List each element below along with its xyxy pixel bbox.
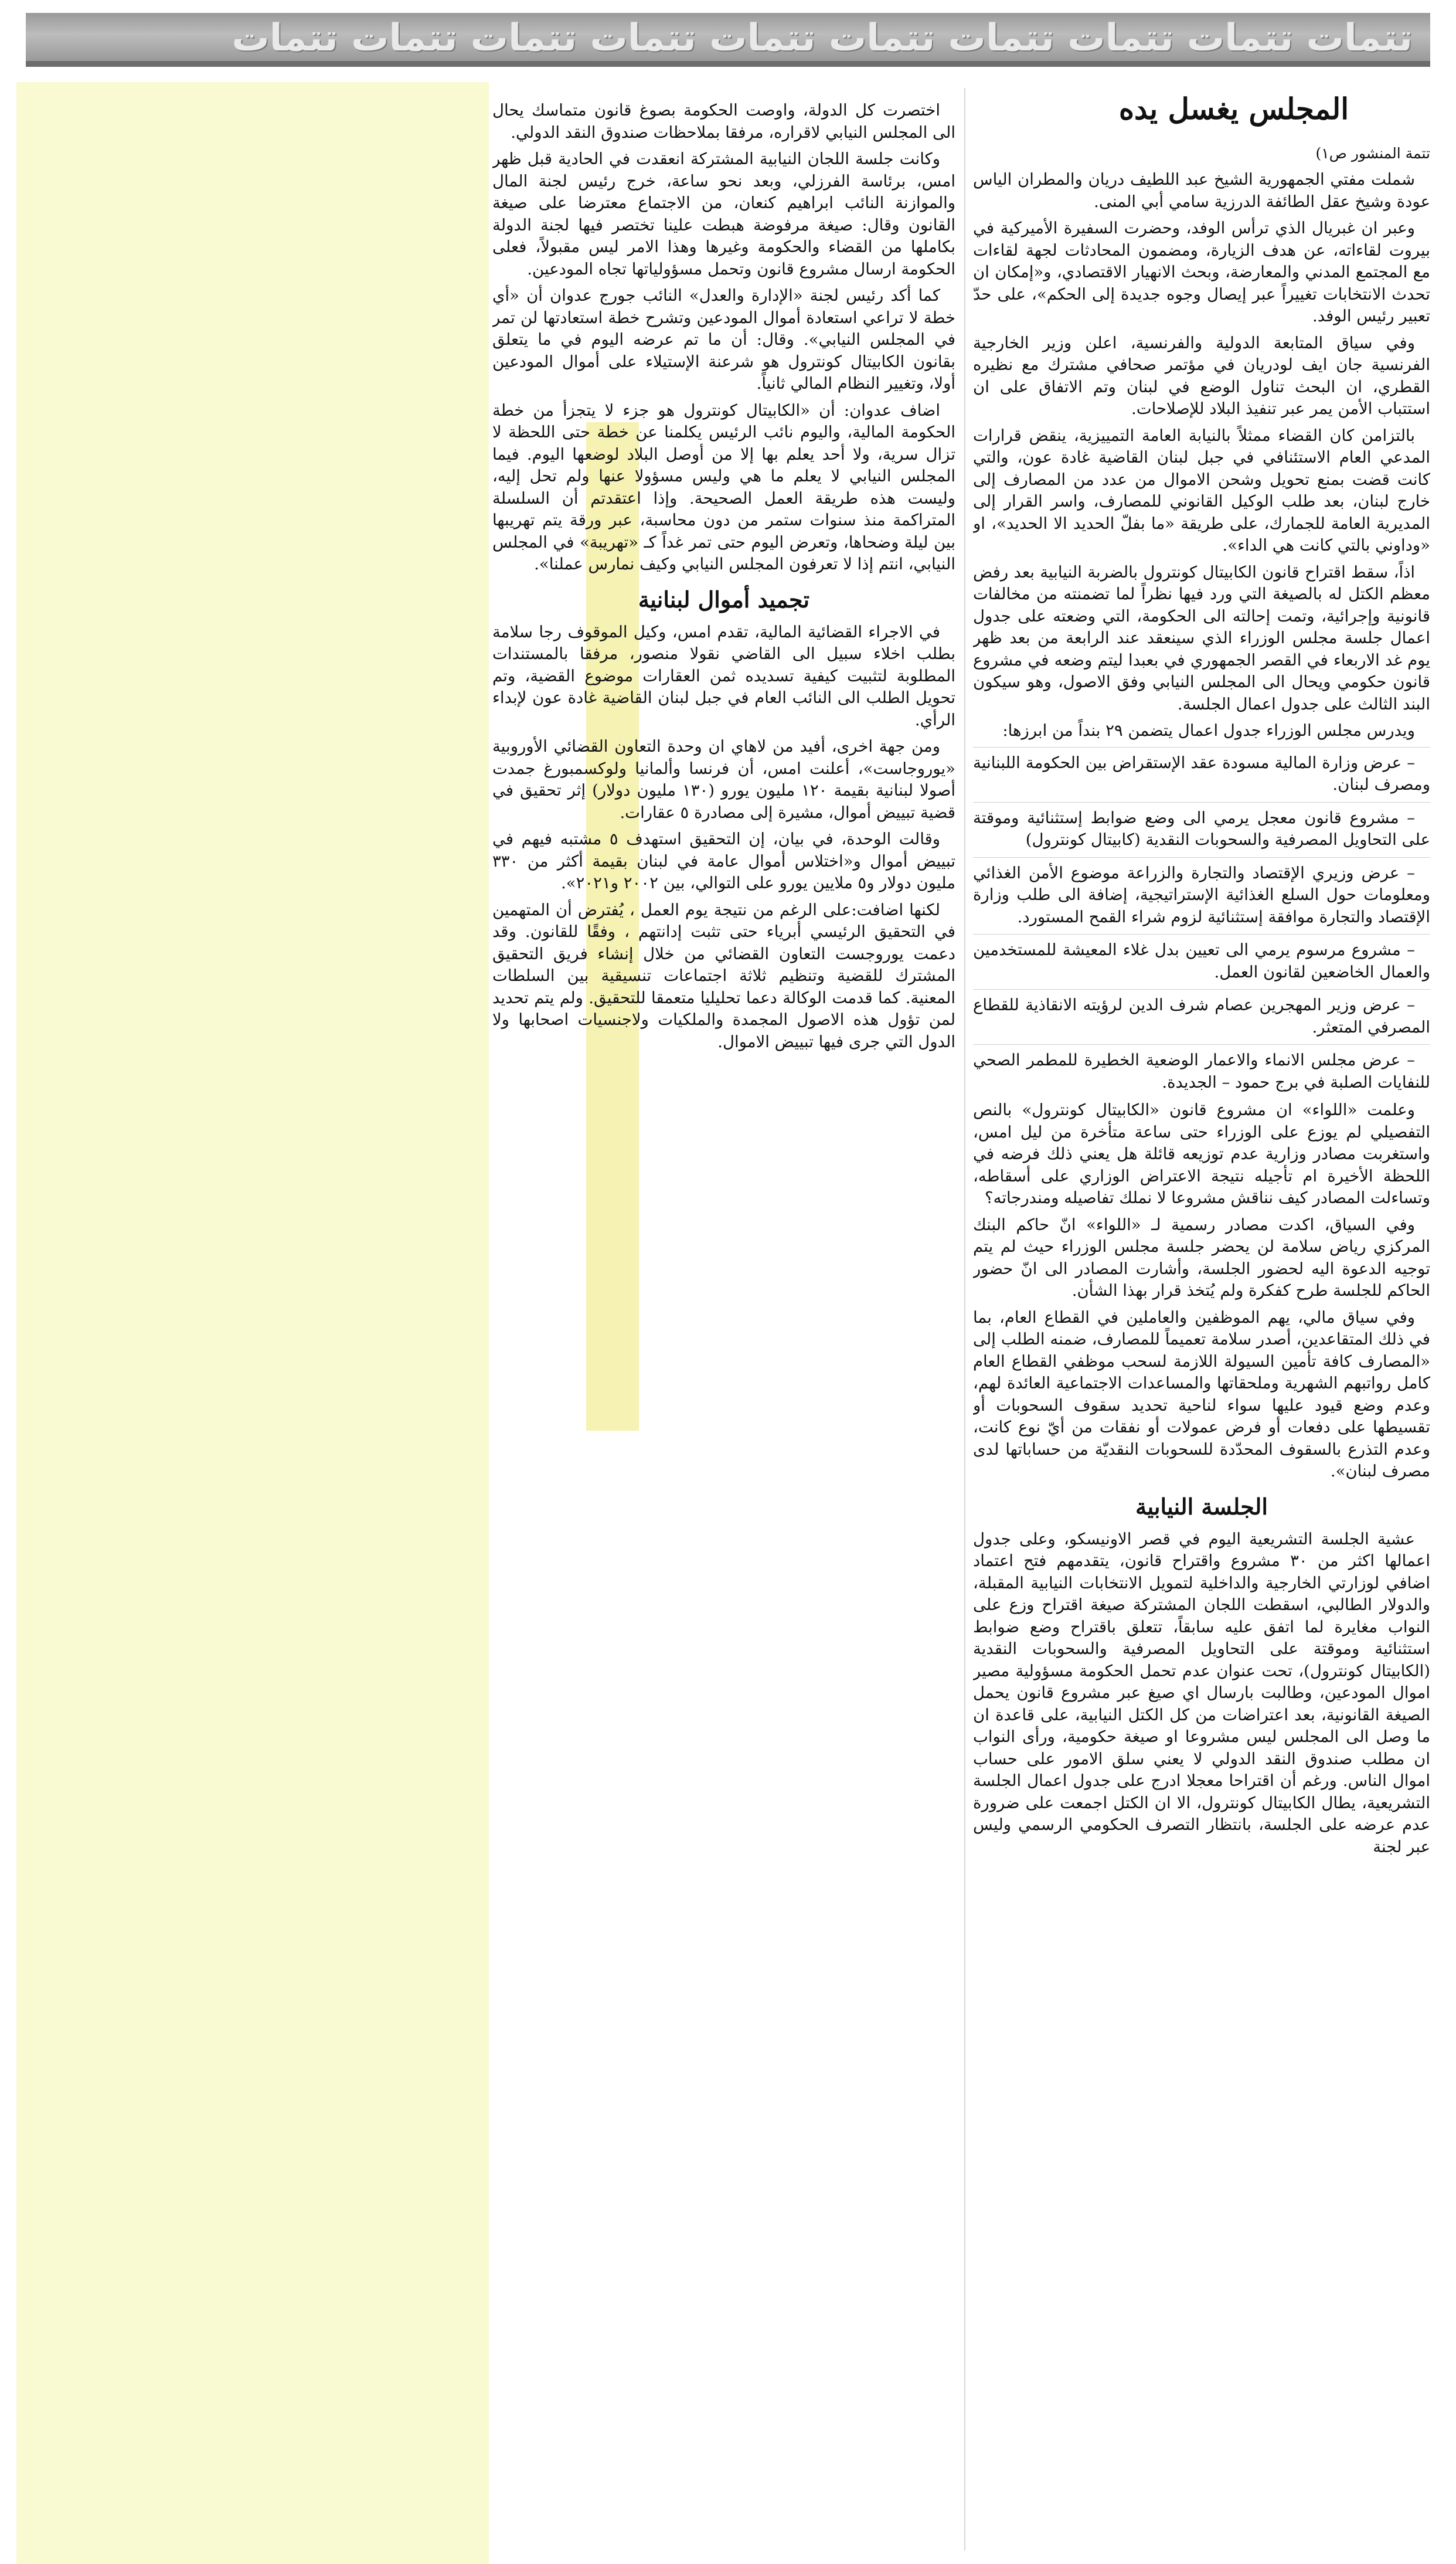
continuations-banner — [26, 13, 1430, 67]
continued-from-note: تتمة المنشور ص١) — [1315, 145, 1430, 162]
paragraph: بالتزامن كان القضاء ممثلاً بالنيابة العامة التمييزية، ينقض قرارات المدعي العام الاستئنافي في جبل لبنان القاضية غادة عون، والتي كانت قضت بمنع تحويل وشحن الاموال من عدد من المصارف إلى خارج لبنان، بعد طلب الوكيل القانوني للمصارف، واسر القرار إلى المديرية العامة للجمارك، على طريقة «ما بفلّ الحديد الا الحديد»، او «وداوني بالتي كانت هي الداء». — [973, 426, 1430, 555]
article-middle-column — [492, 100, 955, 1542]
paragraph: وفي سياق مالي، يهم الموظفين والعاملين في القطاع العام، بما في ذلك المتقاعدين، أصدر سلامة تعميماً للمصارف، ضمنه الطلب إلى «المصارف كافة تأمين السيولة اللازمة لسحب موظفي القطاع العام كامل رواتبهم الشهرية وملحقاتها والمساعدات الاجتماعية العائدة لهم، وعدم وضع قيود عليها سواء لناحية تحديد سقوف السحوبات أو تقسيطها على دفعات أو فرض عمولات أو نفقات من أيّ نوع كانت، وعدم التذرع بالسقوف المحدّدة للسحوبات النقديّة من حساباتها لدى مصرف لبنان». — [973, 1308, 1430, 1480]
article-headline: المجلس يغسل يده — [1118, 91, 1349, 126]
paragraph: اضاف عدوان: أن «الكابيتال كونترول هو جزء لا يتجزأ من خطة الحكومة المالية، واليوم نائب الرئيس يكلمنا عن خطة حتى اللحظة لا تزال سرية، ولا أحد يعلم بها إلا من أوصل البلاد لوضعها اليوم. فيما المجلس النيابي لا يعلم ما هي وليس مسؤولا عنها ولم تحل إليه، وليست هذه طريقة العمل الصحيحة. وإذا اعتقدتم أن السلسلة المتراكمة منذ سنوات ستمر من دون محاسبة، عبر ورقة يتم تهريبها بين ليلة وضحاها، وتعرض اليوم حتى تمر غداً كـ «تهريبة» في المجلس النيابي، انتم إذا لا تعرفون المجلس النيابي وكيف نمارس عملنا». — [492, 400, 955, 573]
paragraph: اذاً، سقط اقتراح قانون الكابيتال كونترول بالضربة النيابية بعد رفض معظم الكتل له بالصيغة التي ورد فيها نظراً لما تضمنته من مخالفات قانونية وإجرائية، وتمت إحالته الى الحكومة، التي وضعته على جدول اعمال جلسة مجلس الوزراء الذي سينعقد عند الرابعة من بعد ظهر يوم غد الاربعاء في القصر الجمهوري في بعبدا ليتم وضعه في مشروع قانون حكومي ويحال الى المجلس النيابي وفق الاصول، وهو سيكون البند الثالث على جدول اعمال الجلسة. — [973, 562, 1430, 714]
highlighted-empty-column — [16, 82, 489, 2564]
paragraph: وفي سياق المتابعة الدولية والفرنسية، اعلن وزير الخارجية الفرنسية جان ايف لودريان في مؤتمر صحافي مشترك مع نظيره القطري، ان البحث تناول الوضع في لبنان وتم الاتفاق على ان استتباب الأمن يمر عبر تنفيذ البلاد للإصلاحات. — [973, 333, 1430, 418]
paragraph: وقالت الوحدة، في بيان، إن التحقيق استهدف ٥ مشتبه فيهم في تبييض أموال و«اختلاس أموال عامة في لبنان بقيمة أكثر من ٣٣٠ مليون دولار و٥ ملايين يورو على التوالي، بين ٢٠٠٢ و٢٠٢١». — [492, 830, 955, 892]
paragraph: ويدرس مجلس الوزراء جدول اعمال يتضمن ٢٩ بنداً من ابرزها: — [1002, 721, 1415, 740]
agenda-item: – عرض وزير المهجرين عصام شرف الدين لرؤيته الانقاذية للقطاع المصرفي المتعثر. — [973, 989, 1430, 1038]
paragraph: في الاجراء القضائية المالية، تقدم امس، وكيل الموقوف رجا سلامة بطلب اخلاء سبيل الى القاضي نقولا منصور، مرفقا بالمستندات المطلوبة لتثبيت كيفية تسديده ثمن العقارات موضوع القضية، وتم تحويل الطلب الى النائب العام في جبل لبنان القاضية غادة عون لإبداء الرأي. — [492, 622, 955, 729]
paragraph: وعلمت «اللواء» ان مشروع قانون «الكابيتال كونترول» بالنص التفصيلي لم يوزع على الوزراء حتى ساعة متأخرة من ليل امس، واستغربت مصادر وزارية عدم توزيعه قائلة هل يعني ذلك فرضه في اللحظة الأخيرة ام تأجيله نتيجة الاعتراض الوزاري على أسقاطه، وتساءلت المصادر كيف نناقش مشروعا لا نملك تفاصيله ومندرجاته؟ — [973, 1101, 1430, 1207]
paragraph: عشية الجلسة التشريعية اليوم في قصر الاونيسكو، وعلى جدول اعمالها اكثر من ٣٠ مشروع واقتراح قانون، يتقدمهم فتح اعتماد اضافي لوزارتي الخارجية والداخلية لتمويل الانتخابات النيابية المقبلة، والدولار الطالبي، اسقطت اللجان المشتركة صيغة اقتراح وزع على النواب مغايرة لما اتفق عليه سابقاً، تتعلق باقتراح وضع ضوابط استثنائية وموقتة على التحاويل المصرفية والسحوبات النقدية (الكابيتال كونترول)، تحت عنوان عدم تحمل الحكومة مسؤولية مصير اموال المودعين، وطالبت بارسال اي صيغ عبر مشروع قانون يحمل الصيغة القانونية، بعد اعتراضات من كل الكتل النيابية، على قاعدة ان ما وصل الى المجلس ليس مشروعا او صيغة حكومية، ورأى النواب ان مطلب صندوق النقد الدولي لا يعني سلق الامور على حساب اموال الناس. ورغم أن اقتراحا معجلا ادرج على جدول اعمال الجلسة التشريعية، يطال الكابيتال كونترول، الا ان الكتل اجمعت على ضرورة عدم عرضه على الجلسة، بانتظار التصرف الحكومي الرسمي وليس عبر لجنة — [973, 1529, 1430, 1856]
banner-text: تتمات تتمات تتمات تتمات تتمات تتمات تتمات تتمات تتمات تتمات — [232, 16, 1413, 60]
agenda-item: – مشروع مرسوم يرمي الى تعيين بدل غلاء المعيشة للمستخدمين والعمال الخاضعين لقانون العمل. — [973, 934, 1430, 983]
section-subhead: الجلسة النيابية — [1135, 1493, 1268, 1520]
agenda-item: – عرض وزيري الإقتصاد والتجارة والزراعة موضوع الأمن الغذائي ومعلومات حول السلع الغذائية الإستراتيجية، إضافة الى طلب وزارة الإقتصاد والتجارة موافقة إستثنائية لزوم شراء القمح المستورد. — [973, 857, 1430, 929]
paragraph: وكانت جلسة اللجان النيابية المشتركة انعقدت في الحادية قبل ظهر امس، برئاسة الفرزلي، وبعد نحو ساعة، خرج رئيس لجنة المال والموازنة النائب ابراهيم كنعان، من الاجتماع معترضا على صيغة القانون وقال: صيغة مرفوضة هبطت علينا تختصر فيها لجنة الدولة بكاملها من القضاء والحكومة وغيرها وهذا الامر ليس مقبولاً، فعلى الحكومة ارسال مشروع قانون وتحمل مسؤولياتها تجاه المودعين. — [492, 150, 955, 279]
column-separator — [964, 88, 965, 2551]
paragraph: لكنها اضافت:على الرغم من نتيجة يوم العمل ، يُفترض أن المتهمين في التحقيق الرئيسي أبرياء حتى تثبت إدانتهم ، وفقًا للقانون. وقد دعمت يوروجست التعاون القضائي من خلال إنشاء فريق التحقيق المشترك للقضية وتنظيم ثلاثة اجتماعات تنسيقية بين السلطات المعنية. كما قدمت الوكالة دعما تحليليا متعمقا للتحقيق. ولم يتم تحديد لمن تؤول هذه الاصول المجمدة والملكيات ولاجنسيات اصحابها ولا الدول التي جرى فيها تبييض الاموال. — [492, 900, 955, 1051]
paragraph: ومن جهة اخرى، أفيد من لاهاي ان وحدة التعاون القضائي الأوروبية «يوروجاست»، أعلنت امس، أن فرنسا وألمانيا ولوكسمبورغ جمدت أصولا لبنانية بقيمة ١٢٠ مليون يورو (١٣٠ مليون دولار) إثر تحقيق في قضية تبييض أموال، مشيرة إلى مصادرة ٥ عقارات. — [492, 737, 955, 822]
paragraph: شملت مفتي الجمهورية الشيخ عبد اللطيف دريان والمطران الياس عودة وشيخ عقل الطائفة الدرزية سامي أبي المنى. — [973, 170, 1430, 211]
paragraph: وعبر ان غبريال الذي ترأس الوفد، وحضرت السفيرة الأميركية في بيروت لقاءاته، عن هدف الزيارة، ومضمون المحادثات لجهة لقاءات مع المجتمع المدني والمعارضة، وبحث الانهيار الاقتصادي، و«إمكان ان تحدث الانتخابات تغييراً عبر إيصال وجوه جديدة إلى الحكم»، على حدّ تعبير رئيس الوفد. — [973, 219, 1430, 325]
paragraph: اختصرت كل الدولة، واوصت الحكومة بصوغ قانون متماسك يحال الى المجلس النيابي لاقراره، مرفقا بملاحظات صندوق النقد الدولي. — [492, 101, 955, 142]
agenda-item: – مشروع قانون معجل يرمي الى وضع ضوابط إستثنائية وموقتة على التحاويل المصرفية والسحوبات النقدية (كابيتال كونترول) — [973, 802, 1430, 851]
paragraph: كما أكد رئيس لجنة «الإدارة والعدل» النائب جورج عدوان أن «أي خطة لا تراعي استعادة أموال المودعين وتشرح خطة استعادتها لن تمر في المجلس النيابي». وقال: أن ما تم عرضه اليوم في ما يتعلق بقانون الكابيتال كونترول هو شرعنة الإستيلاء على أموال المودعين أولا، وتغيير النظام المالي ثانياً. — [492, 286, 955, 393]
article-right-column — [973, 88, 1430, 2553]
paragraph: وفي السياق، اكدت مصادر رسمية لـ «اللواء» انّ حاكم البنك المركزي رياض سلامة لن يحضر جلسة مجلس الوزراء حيث لم يتم توجيه الدعوة اليه لحضور الجلسة، وأشارت المصادر الى انّ حضور الحاكم للجلسة طرح كفكرة ولم يُتخذ قرار بهذا الشأن. — [973, 1215, 1430, 1300]
agenda-item: – عرض وزارة المالية مسودة عقد الإستقراض بين الحكومة اللبنانية ومصرف لبنان. — [973, 747, 1430, 796]
agenda-item: – عرض مجلس الانماء والاعمار الوضعية الخطيرة للمطمر الصحي للنفايات الصلبة في برج حمود – الجديدة. — [973, 1044, 1430, 1093]
section-subhead: تجميد أموال لبنانية — [638, 586, 810, 613]
